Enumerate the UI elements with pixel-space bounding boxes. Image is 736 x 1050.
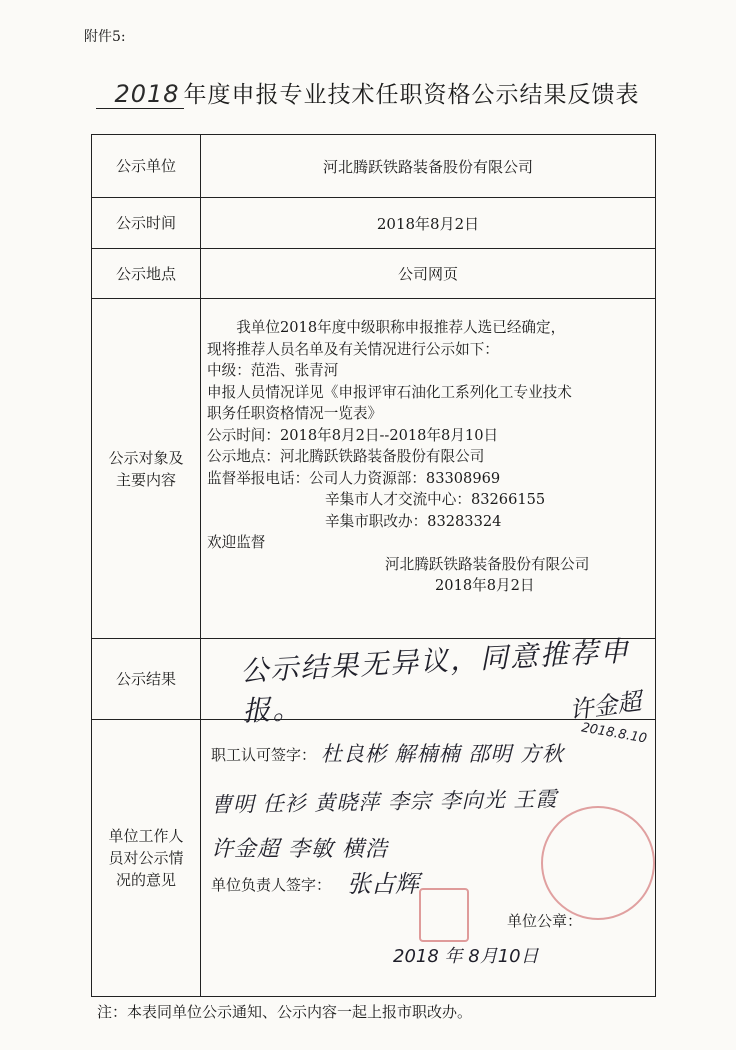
content-line: 2018年8月2日 (435, 577, 535, 594)
seal-date: 2018 年 8月10日 (393, 946, 539, 967)
content-line: 欢迎监督 (207, 534, 266, 551)
label-opinion (92, 720, 201, 997)
result-handwritten-text: 公示结果无异议，同意推荐申报。 (239, 634, 631, 728)
label-subject-line2: 主要内容 (115, 470, 176, 489)
content-line: 我单位2018年度中级职称申报推荐人选已经确定， (236, 319, 566, 336)
row-opinion (92, 720, 656, 997)
label-opinion-line1: 单位工作人 (108, 827, 184, 845)
attachment-label: 附件5: (84, 29, 126, 45)
label-opinion-line3: 况的意见 (115, 871, 176, 889)
leader-signature: 张占辉 (347, 870, 419, 898)
opinion-cell (201, 720, 656, 997)
content-line: 辛集市职改办：83283324 (325, 512, 502, 530)
content-line: 辛集市人才交流中心：83266155 (325, 491, 546, 508)
feedback-form-table (91, 134, 656, 997)
staff-signatures-row2: 曹明 任衫 黄晓萍 李宗 李向光 王霞 (210, 786, 558, 818)
row-unit (92, 135, 656, 198)
content-line: 职务任职资格情况一览表》 (207, 405, 383, 422)
label-unit: 公示单位 (92, 135, 201, 198)
subject-content (201, 299, 655, 603)
footnote: 注：本表同单位公示通知、公示内容一起上报市职改办。 (97, 1003, 473, 1021)
row-place (92, 249, 656, 299)
row-subject (92, 299, 656, 639)
label-result: 公示结果 (92, 639, 201, 720)
value-place: 公司网页 (201, 249, 656, 299)
company-seal-stamp (541, 806, 655, 920)
content-line: 公示地点：河北腾跃铁路装备股份有限公司 (207, 448, 485, 465)
staff-signatures-row3: 许金超 李敏 横浩 (211, 837, 388, 862)
content-line: 监督举报电话：公司人力资源部：83308969 (207, 469, 501, 487)
value-time: 2018年8月2日 (201, 198, 656, 249)
content-line: 申报人员情况详见《申报评审石油化工系列化工专业技术 (207, 383, 572, 401)
staff-sign-label: 职工认可签字： (211, 746, 317, 764)
content-line: 公示时间：2018年8月2日--2018年8月10日 (207, 426, 499, 444)
value-unit: 河北腾跃铁路装备股份有限公司 (201, 135, 656, 198)
title-text: 年度申报专业技术任职资格公示结果反馈表 (183, 82, 640, 108)
page-title (0, 76, 736, 109)
label-time: 公示时间 (92, 198, 201, 249)
label-subject-line1: 公示对象及 (108, 448, 184, 467)
leader-sign-label: 单位负责人签字： (211, 876, 332, 894)
label-opinion-line2: 员对公示情 (108, 849, 184, 867)
title-year-handwritten: 2018 (96, 80, 183, 109)
staff-sign-date: 2018.8.10 (580, 720, 648, 747)
row-result (92, 639, 656, 720)
row-time (92, 198, 656, 249)
label-subject (92, 299, 201, 639)
result-cell (201, 634, 656, 728)
result-signature: 许金超 (567, 687, 643, 725)
subject-content-cell (201, 299, 656, 639)
personal-seal-stamp (419, 888, 469, 942)
seal-label: 单位公章： (507, 912, 583, 930)
content-line: 中级：范浩、张青河 (207, 362, 339, 379)
content-line: 现将推荐人员名单及有关情况进行公示如下： (207, 340, 499, 358)
staff-signatures-row1: 杜良彬 解楠楠 邵明 方秋 (321, 742, 565, 766)
content-line: 河北腾跃铁路装备股份有限公司 (385, 555, 590, 573)
label-place: 公示地点 (92, 249, 201, 299)
